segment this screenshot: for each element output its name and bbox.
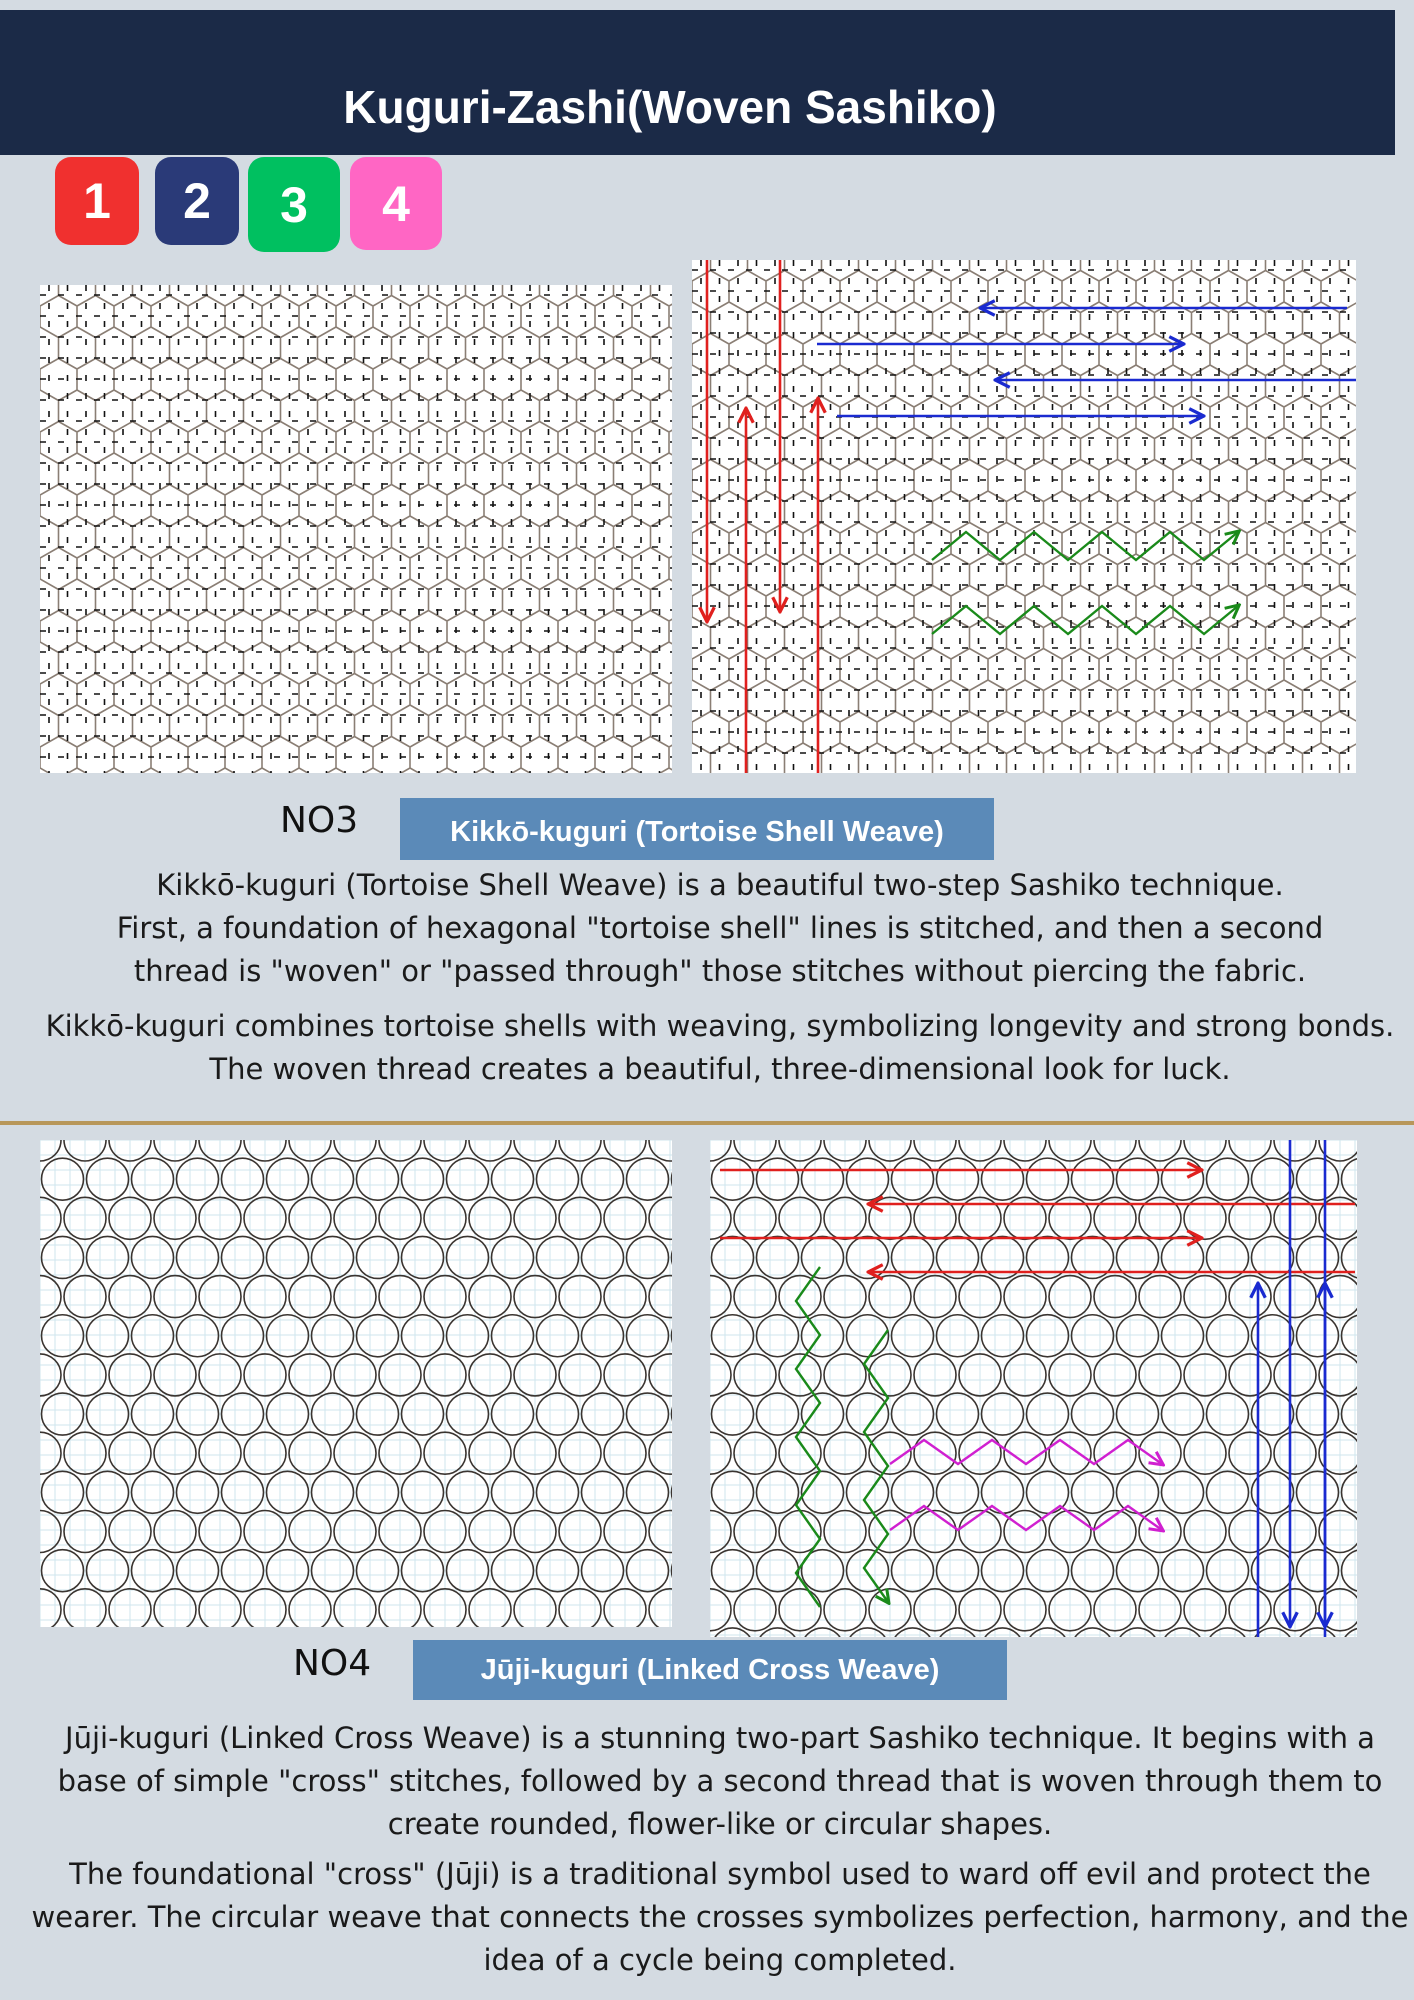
text-line: wearer. The circular weave that connects the crosses symbolizes perfection, harmony, and the xyxy=(31,1900,1409,1934)
step-badge-3 xyxy=(248,157,340,252)
step-badge-label: 1 xyxy=(83,173,111,229)
section4-title: Jūji-kuguri (Linked Cross Weave) xyxy=(413,1640,1007,1700)
section3-title: Kikkō-kuguri (Tortoise Shell Weave) xyxy=(400,798,994,860)
text-line: base of simple "cross" stitches, followed by a second thread that is woven through them to xyxy=(57,1764,1383,1798)
page-title: Kuguri-Zashi(Woven Sashiko) xyxy=(343,81,997,133)
text-line: idea of a cycle being completed. xyxy=(483,1943,957,1977)
text-line: First, a foundation of hexagonal "tortoise shell" lines is stitched, and then a second xyxy=(116,911,1324,945)
step-badge-4 xyxy=(350,157,442,250)
step-badge-label: 4 xyxy=(382,175,410,232)
section4-description xyxy=(30,1717,1410,1846)
text-line: Kikkō-kuguri combines tortoise shells with weaving, symbolizing longevity and strong bonds. xyxy=(45,1009,1395,1043)
background-grid xyxy=(710,1140,1357,1637)
green-thread xyxy=(864,1330,888,1602)
text-line: create rounded, flower-like or circular shapes. xyxy=(387,1807,1053,1841)
section4-symbolism xyxy=(30,1853,1410,1982)
section4-number: NO4 xyxy=(293,1643,372,1684)
step-badge-label: 2 xyxy=(183,173,211,229)
section3-description xyxy=(30,864,1410,993)
step-badge-1 xyxy=(55,157,139,245)
section-divider xyxy=(0,1121,1414,1125)
green-thread xyxy=(932,532,1238,560)
text-line: thread is "woven" or "passed through" those stitches without piercing the fabric. xyxy=(133,954,1307,988)
kikko-woven-pattern xyxy=(692,260,1356,773)
juji-base-pattern xyxy=(40,1140,672,1627)
kikko-base-pattern xyxy=(40,285,672,773)
magenta-thread xyxy=(890,1506,1162,1530)
step-badge-label: 3 xyxy=(280,176,308,233)
step-badge-2 xyxy=(155,157,239,245)
background-grid xyxy=(40,1140,672,1627)
section3-number: NO3 xyxy=(280,800,359,841)
text-line: The foundational "cross" (Jūji) is a traditional symbol used to ward off evil and protect the xyxy=(69,1857,1371,1891)
circle-grid xyxy=(40,1140,672,1627)
text-line: Jūji-kuguri (Linked Cross Weave) is a stunning two-part Sashiko technique. It begins with a xyxy=(65,1721,1375,1755)
text-line: Kikkō-kuguri (Tortoise Shell Weave) is a beautiful two-step Sashiko technique. xyxy=(156,868,1284,902)
magenta-thread xyxy=(890,1440,1162,1464)
section3-symbolism xyxy=(30,1005,1410,1091)
text-line: The woven thread creates a beautiful, three-dimensional look for luck. xyxy=(209,1052,1231,1086)
juji-woven-pattern xyxy=(710,1140,1357,1637)
page-header xyxy=(0,10,1395,155)
